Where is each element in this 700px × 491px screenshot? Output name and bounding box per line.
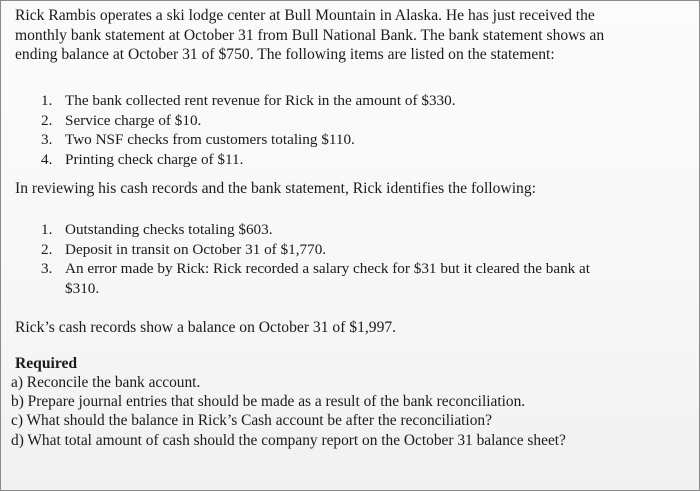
item-text: Two NSF checks from customers totaling $110. bbox=[65, 131, 355, 149]
list-item bbox=[41, 130, 456, 150]
required-questions bbox=[11, 373, 566, 450]
list-item bbox=[41, 91, 456, 111]
rick-identified-items bbox=[41, 220, 590, 298]
question-item: d) What total amount of cash should the company report on the October 31 balance sheet? bbox=[11, 431, 566, 449]
item-text: Service charge of $10. bbox=[65, 111, 202, 129]
item-number: 3. bbox=[41, 131, 53, 149]
item-text: Deposit in transit on October 31 of $1,770. bbox=[65, 240, 327, 258]
list-item bbox=[41, 259, 590, 298]
item-number: 4. bbox=[41, 150, 53, 168]
item-text: An error made by Rick: Rick recorded a salary check for $31 but it cleared the bank at bbox=[65, 260, 591, 278]
item-text: Outstanding checks totaling $603. bbox=[65, 221, 273, 238]
item-text-continuation: $310. bbox=[65, 279, 100, 297]
question-item: b) Prepare journal entries that should be made as a result of the bank reconciliation. bbox=[11, 393, 526, 411]
intro-line: Rick Rambis operates a ski lodge center at Bull Mountain in Alaska. He has just received the bbox=[15, 7, 595, 24]
list-item bbox=[41, 150, 456, 170]
list-item bbox=[41, 111, 456, 131]
cash-records-paragraph: Rick’s cash records show a balance on October 31 of $1,997. bbox=[15, 319, 397, 336]
list-item bbox=[41, 240, 590, 260]
item-text: The bank collected rent revenue for Rick in the amount of $330. bbox=[65, 92, 456, 109]
required-heading: Required bbox=[15, 355, 78, 372]
item-number: 2. bbox=[41, 111, 53, 129]
intro-line: ending balance at October 31 of $750. The following items are listed on the statement: bbox=[15, 46, 555, 63]
intro-line: monthly bank statement at October 31 from Bull National Bank. The bank statement shows an bbox=[15, 26, 605, 44]
question-item: a) Reconcile the bank account. bbox=[11, 374, 201, 391]
list-item bbox=[41, 220, 590, 240]
reviewing-paragraph: In reviewing his cash records and the bank statement, Rick identifies the following: bbox=[15, 180, 536, 197]
intro-paragraph bbox=[15, 6, 683, 65]
item-number: 1. bbox=[41, 221, 53, 238]
item-number: 2. bbox=[41, 240, 53, 258]
item-number: 3. bbox=[41, 260, 53, 278]
bank-statement-items bbox=[41, 91, 456, 169]
question-item: c) What should the balance in Rick’s Cash account be after the reconciliation? bbox=[11, 412, 492, 430]
item-number: 1. bbox=[41, 92, 53, 109]
item-text: Printing check charge of $11. bbox=[65, 150, 244, 168]
